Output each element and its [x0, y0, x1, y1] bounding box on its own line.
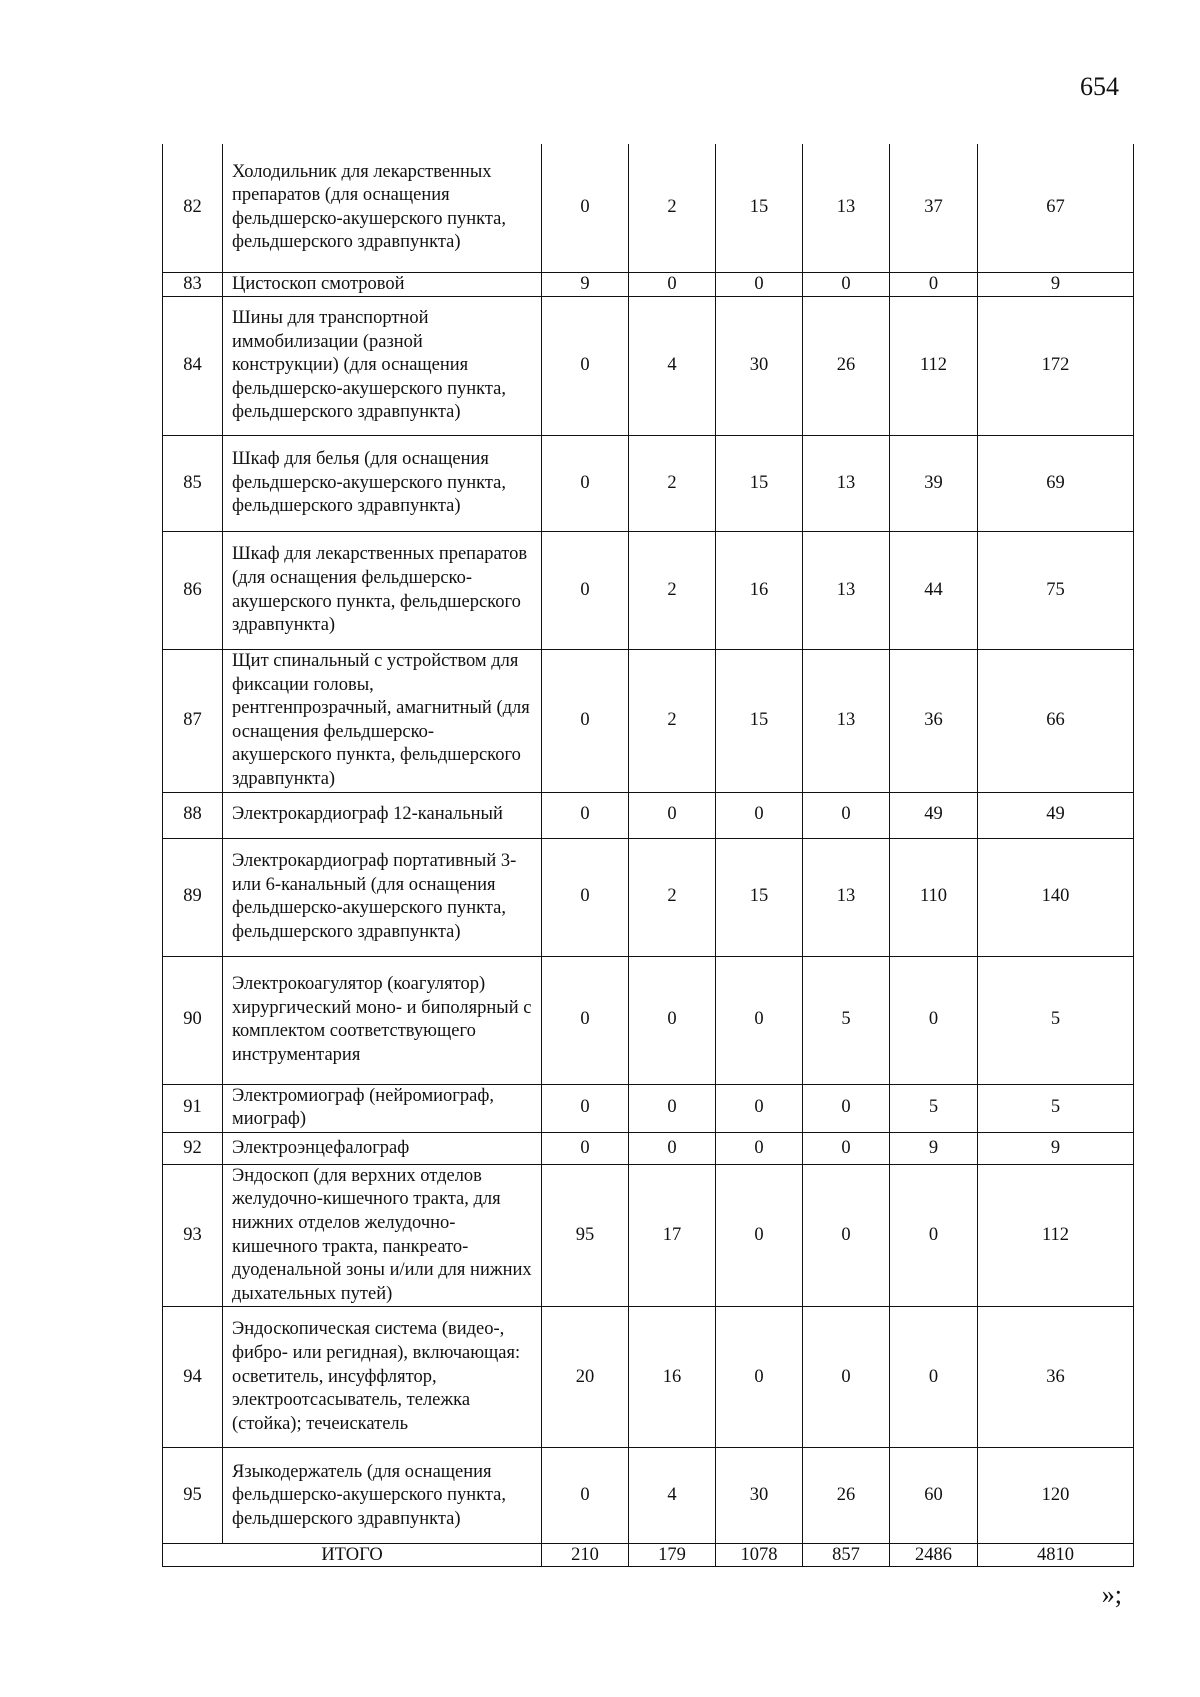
value-col-4: 13 [803, 436, 890, 532]
value-col-1: 9 [542, 272, 629, 297]
totals-label: ИТОГО [163, 1544, 542, 1567]
table-row [163, 144, 1134, 272]
equipment-table [162, 144, 1134, 1567]
table-body [163, 144, 1134, 1567]
table-row [163, 838, 1134, 956]
totals-value-col-5: 2486 [890, 1544, 978, 1567]
value-col-4: 0 [803, 1307, 890, 1448]
value-col-5: 5 [890, 1084, 978, 1132]
value-col-3: 0 [716, 272, 803, 297]
value-col-5: 37 [890, 144, 978, 272]
value-col-1: 95 [542, 1164, 629, 1307]
value-col-5: 112 [890, 297, 978, 436]
totals-value-col-3: 1078 [716, 1544, 803, 1567]
value-col-5: 44 [890, 532, 978, 650]
value-col-1: 20 [542, 1307, 629, 1448]
value-col-4: 26 [803, 297, 890, 436]
value-col-2: 2 [629, 838, 716, 956]
row-total: 120 [978, 1448, 1134, 1544]
value-col-5: 60 [890, 1448, 978, 1544]
value-col-5: 0 [890, 956, 978, 1084]
row-total: 112 [978, 1164, 1134, 1307]
row-number: 92 [163, 1132, 223, 1164]
row-number: 94 [163, 1307, 223, 1448]
value-col-2: 2 [629, 650, 716, 793]
value-col-1: 0 [542, 1448, 629, 1544]
value-col-4: 13 [803, 650, 890, 793]
value-col-1: 0 [542, 956, 629, 1084]
item-name: Электрокардиограф портативный 3- или 6-канальный (для оснащения фельдшерско-акушерского пункта, фельдшерского здравпункта) [223, 838, 542, 956]
value-col-5: 49 [890, 792, 978, 838]
value-col-4: 0 [803, 1164, 890, 1307]
item-name: Щит спинальный с устройством для фиксации головы, рентгенпрозрачный, амагнитный (для оснащения фельдшерско-акушерского пункта, фельдшерского здравпункта) [223, 650, 542, 793]
item-name: Шкаф для белья (для оснащения фельдшерско-акушерского пункта, фельдшерского здравпункта) [223, 436, 542, 532]
table-row [163, 956, 1134, 1084]
value-col-1: 0 [542, 650, 629, 793]
row-total: 69 [978, 436, 1134, 532]
row-total: 172 [978, 297, 1134, 436]
item-name: Электроэнцефалограф [223, 1132, 542, 1164]
value-col-4: 0 [803, 1132, 890, 1164]
item-name: Языкодержатель (для оснащения фельдшерско-акушерского пункта, фельдшерского здравпункта) [223, 1448, 542, 1544]
row-number: 87 [163, 650, 223, 793]
value-col-3: 0 [716, 1164, 803, 1307]
row-total: 67 [978, 144, 1134, 272]
row-number: 93 [163, 1164, 223, 1307]
row-total: 9 [978, 272, 1134, 297]
row-number: 91 [163, 1084, 223, 1132]
totals-value-col-4: 857 [803, 1544, 890, 1567]
value-col-3: 15 [716, 838, 803, 956]
row-total: 66 [978, 650, 1134, 793]
item-name: Шкаф для лекарственных препаратов (для оснащения фельдшерско-акушерского пункта, фельдшерского здравпункта) [223, 532, 542, 650]
value-col-3: 16 [716, 532, 803, 650]
value-col-3: 0 [716, 956, 803, 1084]
value-col-5: 0 [890, 1164, 978, 1307]
value-col-2: 0 [629, 1084, 716, 1132]
value-col-5: 0 [890, 1307, 978, 1448]
value-col-2: 0 [629, 1132, 716, 1164]
row-number: 95 [163, 1448, 223, 1544]
row-total: 75 [978, 532, 1134, 650]
row-total: 5 [978, 956, 1134, 1084]
value-col-3: 0 [716, 1084, 803, 1132]
value-col-3: 30 [716, 1448, 803, 1544]
value-col-3: 15 [716, 436, 803, 532]
value-col-4: 0 [803, 792, 890, 838]
row-number: 89 [163, 838, 223, 956]
value-col-5: 39 [890, 436, 978, 532]
table-row [163, 436, 1134, 532]
row-number: 84 [163, 297, 223, 436]
row-number: 86 [163, 532, 223, 650]
row-total: 5 [978, 1084, 1134, 1132]
value-col-3: 0 [716, 792, 803, 838]
totals-value-col-1: 210 [542, 1544, 629, 1567]
value-col-3: 0 [716, 1132, 803, 1164]
value-col-4: 0 [803, 272, 890, 297]
row-number: 85 [163, 436, 223, 532]
value-col-1: 0 [542, 532, 629, 650]
value-col-1: 0 [542, 838, 629, 956]
value-col-1: 0 [542, 297, 629, 436]
value-col-2: 2 [629, 144, 716, 272]
table-row [163, 792, 1134, 838]
value-col-2: 2 [629, 532, 716, 650]
totals-row [163, 1544, 1134, 1567]
value-col-1: 0 [542, 144, 629, 272]
row-number: 88 [163, 792, 223, 838]
value-col-5: 9 [890, 1132, 978, 1164]
value-col-1: 0 [542, 436, 629, 532]
value-col-2: 17 [629, 1164, 716, 1307]
item-name: Электромиограф (нейромиограф, миограф) [223, 1084, 542, 1132]
value-col-4: 26 [803, 1448, 890, 1544]
value-col-1: 0 [542, 1132, 629, 1164]
table-row [163, 1132, 1134, 1164]
value-col-4: 13 [803, 144, 890, 272]
totals-value-col-2: 179 [629, 1544, 716, 1567]
value-col-4: 0 [803, 1084, 890, 1132]
value-col-2: 0 [629, 956, 716, 1084]
item-name: Электрокардиограф 12-канальный [223, 792, 542, 838]
value-col-3: 15 [716, 650, 803, 793]
value-col-5: 110 [890, 838, 978, 956]
value-col-2: 4 [629, 297, 716, 436]
grand-total: 4810 [978, 1544, 1134, 1567]
table-row [163, 1307, 1134, 1448]
table-row [163, 1164, 1134, 1307]
row-total: 9 [978, 1132, 1134, 1164]
row-number: 82 [163, 144, 223, 272]
closing-quote-mark: »; [1101, 1580, 1122, 1609]
value-col-2: 4 [629, 1448, 716, 1544]
row-number: 83 [163, 272, 223, 297]
table-row [163, 650, 1134, 793]
value-col-4: 13 [803, 532, 890, 650]
item-name: Цистоскоп смотровой [223, 272, 542, 297]
item-name: Холодильник для лекарственных препаратов (для оснащения фельдшерско-акушерского пункта, фельдшерского здравпункта) [223, 144, 542, 272]
page-number: 654 [1080, 72, 1119, 101]
item-name: Электрокоагулятор (коагулятор) хирургический моно- и биполярный с комплектом соответствующего инструментария [223, 956, 542, 1084]
row-number: 90 [163, 956, 223, 1084]
table-row [163, 272, 1134, 297]
value-col-3: 30 [716, 297, 803, 436]
value-col-4: 13 [803, 838, 890, 956]
row-total: 49 [978, 792, 1134, 838]
table-row [163, 1084, 1134, 1132]
value-col-3: 0 [716, 1307, 803, 1448]
value-col-5: 0 [890, 272, 978, 297]
row-total: 36 [978, 1307, 1134, 1448]
table-row [163, 1448, 1134, 1544]
value-col-3: 15 [716, 144, 803, 272]
value-col-2: 2 [629, 436, 716, 532]
value-col-1: 0 [542, 1084, 629, 1132]
value-col-2: 0 [629, 792, 716, 838]
value-col-2: 16 [629, 1307, 716, 1448]
value-col-4: 5 [803, 956, 890, 1084]
table-row [163, 297, 1134, 436]
row-total: 140 [978, 838, 1134, 956]
value-col-2: 0 [629, 272, 716, 297]
value-col-5: 36 [890, 650, 978, 793]
table-row [163, 532, 1134, 650]
item-name: Эндоскопическая система (видео-, фибро- или регидная), включающая: осветитель, инсуффлятор, электроотсасыватель, тележка (стойка); течеискатель [223, 1307, 542, 1448]
item-name: Эндоскоп (для верхних отделов желудочно-кишечного тракта, для нижних отделов желудочно-кишечного тракта, панкреато-дуоденальной зоны и/или для нижних дыхательных путей) [223, 1164, 542, 1307]
item-name: Шины для транспортной иммобилизации (разной конструкции) (для оснащения фельдшерско-акушерского пункта, фельдшерского здравпункта) [223, 297, 542, 436]
value-col-1: 0 [542, 792, 629, 838]
